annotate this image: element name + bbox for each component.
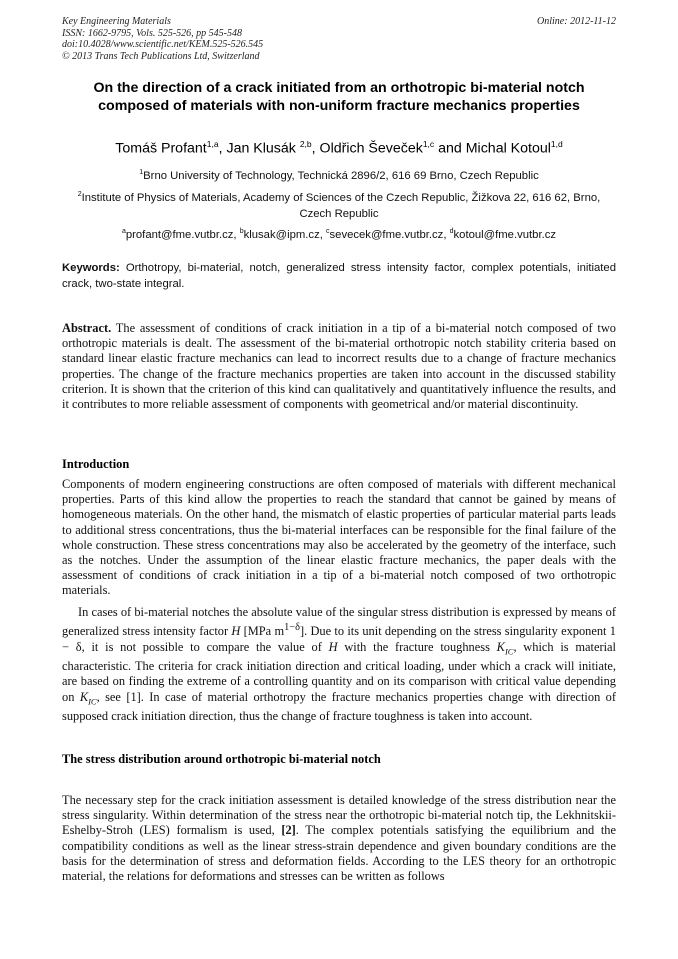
doi-line: doi:10.4028/www.scientific.net/KEM.525-526.545 — [62, 39, 264, 50]
email: profant@fme.vutbr.cz — [125, 228, 234, 241]
email-list: $^a$profant@fme.vutbr.cz, $^b$klusak@ipm.cz, $^c$sevecek@fme.vutbr.cz, $^d$kotoul@fme.vutbr.cz — [121, 228, 557, 241]
singularity-exponent: 1 − δ — [62, 624, 616, 654]
intro-paragraph-2: In cases of bi-material notches the absolute value of the singular stress distribution is expressed by means of generalized stress intensity factor H [MPa $m^{1-\delta}$]. Due to its unit depending on the stress singularity exponent 1 − δ, it is not possible to compare the value of H with the fracture toughness $K_{IC}$, which is material characteristic. The criteria for crack initiation direction and critical loading, under which a crack will initiate, are based on finding the extreme of a controlling quantity and on its comparison with critical value depending on $K_{IC}$, see [1]. In case of material orthotropy the fracture mechanics properties change with direction of supposed crack initiation direction, thus the change of fracture toughness is taken into account. — [62, 605, 616, 724]
author-sup: 1,a — [206, 139, 219, 149]
author-sup: 1,c — [422, 139, 435, 149]
symbol-H: H — [231, 624, 241, 639]
abstract — [62, 321, 616, 412]
affiliation-2: $^2$Institute of Physics of Materials, Academy of Sciences of the Czech Republic, Žižkova 22, 616 62, Brno, Czech Republic — [77, 191, 601, 220]
section-heading-stress-distribution: The stress distribution around orthotropic bi-material notch — [62, 752, 381, 766]
online-date: Online: 2012-11-12 — [537, 16, 616, 27]
author: Jan Klusák — [226, 140, 300, 157]
copyright-line: © 2013 Trans Tech Publications Ltd, Switzerland — [62, 50, 260, 62]
section-heading-introduction: Introduction — [62, 457, 130, 471]
author-list: Tomáš Profant$^{1,a}$, Jan Klusák $^{2,b}$, Oldřich Ševeček$^{1,c}$ and Michal Kotoul$^{1,d}$ — [115, 139, 563, 157]
paper-title: On the direction of a crack initiated from an orthotropic bi-material notch composed of materials with non-uniform fracture mechanics properties — [93, 80, 585, 114]
email: kotoul@fme.vutbr.cz — [453, 228, 557, 241]
issn-line: ISSN: 1662-9795, Vols. 525-526, pp 545-548 — [62, 27, 242, 39]
keywords-text: Orthotropy, bi-material, notch, generalized stress intensity factor, complex potentials, initiated crack, two-state integral. — [62, 262, 616, 290]
keywords-label: Keywords: — [62, 262, 120, 274]
intro-paragraph-1: Components of modern engineering constructions are often composed of materials with different mechanical properties. Parts of this kind allow the properties to reach the standard that cannot be gained by means of homogeneous materials. On the other hand, the mismatch of elastic properties of particular material parts leads to additional stress concentrations, thus the bi-material interfaces can be responsible for the final failure of the whole construction. These stress concentrations may also be accelerated by the geometry of the interface, such as the notches. Under the assumption of the linear elastic fracture mechanics, the paper deals with the assessment of conditions of crack initiation in a tip of a bi-material notch composed of two orthotropic materials. — [62, 477, 616, 598]
author-sup: 1,d — [550, 139, 563, 149]
author: Michal Kotoul — [465, 140, 551, 157]
author: Tomáš Profant — [115, 140, 207, 157]
journal-name: Key Engineering Materials — [62, 16, 171, 27]
author: Oldřich Ševeček — [319, 140, 423, 157]
email: klusak@ipm.cz — [243, 228, 320, 241]
symbol-KIC: $K_{IC}$ — [79, 689, 97, 707]
email: sevecek@fme.vutbr.cz — [329, 228, 444, 241]
symbol-H: H — [328, 639, 338, 654]
keywords — [62, 260, 616, 292]
unit: [MPa $m^{1-\delta}$] — [240, 622, 305, 639]
affiliation-1: $^1$Brno University of Technology, Technická 2896/2, 616 69 Brno, Czech Republic — [139, 169, 539, 182]
symbol-KIC: $K_{IC}$ — [496, 639, 514, 656]
stress-paragraph-1: The necessary step for the crack initiation assessment is detailed knowledge of the stress distribution near the stress singularity. Within determination of the stress near the orthotropic bi-material notch tip, the Lekhnitskii-Eshelby-Stroh (LES) formalism is used, [2]. The complex potentials satisfying the equilibrium and the compatibility conditions as well as the linear stress-strain dependence and given boundary conditions are the basis for the determination of stress and deformation fields. According to the LES theory for an orthotropic material, the relations for deformations and stresses can be written as follows — [62, 793, 616, 884]
abstract-label: Abstract. — [62, 321, 112, 335]
abstract-text: The assessment of conditions of crack initiation in a tip of a bi-material notch composed of two orthotropic materials is dealt. The assessment of the bi-material orthotropic notch stability criteria based on standard linear elastic fracture mechanics can lead to incorrect results due to a change of fracture mechanics properties. The change of the fracture mechanics properties are taken into account in the discussed stability criterion. It is shown that the criterion of this kind can qualitatively and quantitatively influence the results, and it contributes to more reliable assessment of components with geometrical and/or material discontinuity. — [62, 321, 616, 412]
journal-header — [62, 16, 616, 62]
citation-link[interactable]: [2] — [281, 823, 296, 838]
author-sup: 2,b — [299, 139, 312, 149]
